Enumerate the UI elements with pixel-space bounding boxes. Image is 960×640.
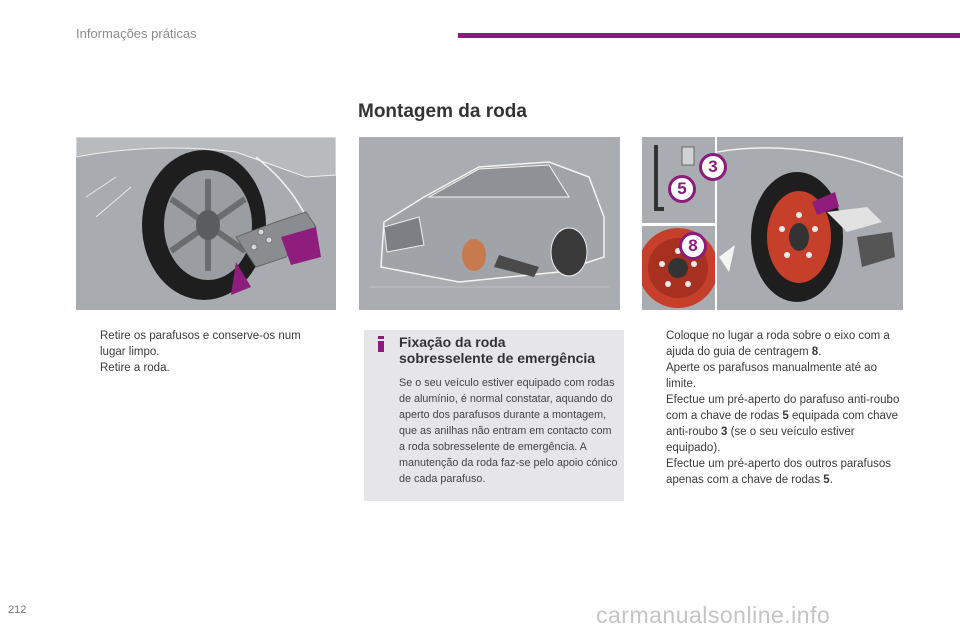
callout-3: 3 bbox=[699, 153, 727, 181]
info-box-body: Se o seu veículo estiver equipado com rodas de alumínio, é normal constatar, aquando do aperto dos parafusos durante a montagem, que as anilhas não entram em contacto com a roda sobresselente de emergência. A manutenção da roda faz-se pelo apoio cónico de cada parafuso. bbox=[399, 377, 618, 485]
list-item: Retire os parafusos e conserve-os num lugar limpo. bbox=[100, 330, 301, 358]
watermark: carmanualsonline.info bbox=[596, 602, 831, 628]
info-box-title: Fixação da roda sobresselente de emergência bbox=[399, 334, 596, 366]
header-accent-bar bbox=[458, 33, 960, 38]
car-jack-illustration bbox=[359, 137, 620, 310]
right-instructions bbox=[642, 328, 904, 488]
spare-wheel-mounting-illustration bbox=[717, 137, 903, 310]
left-instructions bbox=[76, 328, 326, 376]
callout-8: 8 bbox=[679, 232, 707, 260]
callout-5: 5 bbox=[668, 175, 696, 203]
list-item: Retire a roda. bbox=[100, 362, 170, 374]
list-item: Aperte os parafusos manualmente até ao limite. bbox=[666, 362, 877, 390]
wheel-removal-illustration bbox=[76, 137, 336, 310]
list-item: Efectue um pré-aperto dos outros parafusos apenas com a chave de rodas 5. bbox=[666, 458, 892, 486]
list-item: Efectue um pré-aperto do parafuso anti-roubo com a chave de rodas 5 equipada com chave anti-roubo 3 (se o seu veículo estiver equipado). bbox=[666, 394, 900, 454]
page-number: 212 bbox=[8, 604, 27, 616]
info-icon bbox=[376, 336, 386, 352]
page-title: Montagem da roda bbox=[358, 101, 527, 122]
list-item: Coloque no lugar a roda sobre o eixo com a ajuda do guia de centragem 8. bbox=[666, 330, 890, 358]
section-label: Informações práticas bbox=[76, 26, 197, 41]
